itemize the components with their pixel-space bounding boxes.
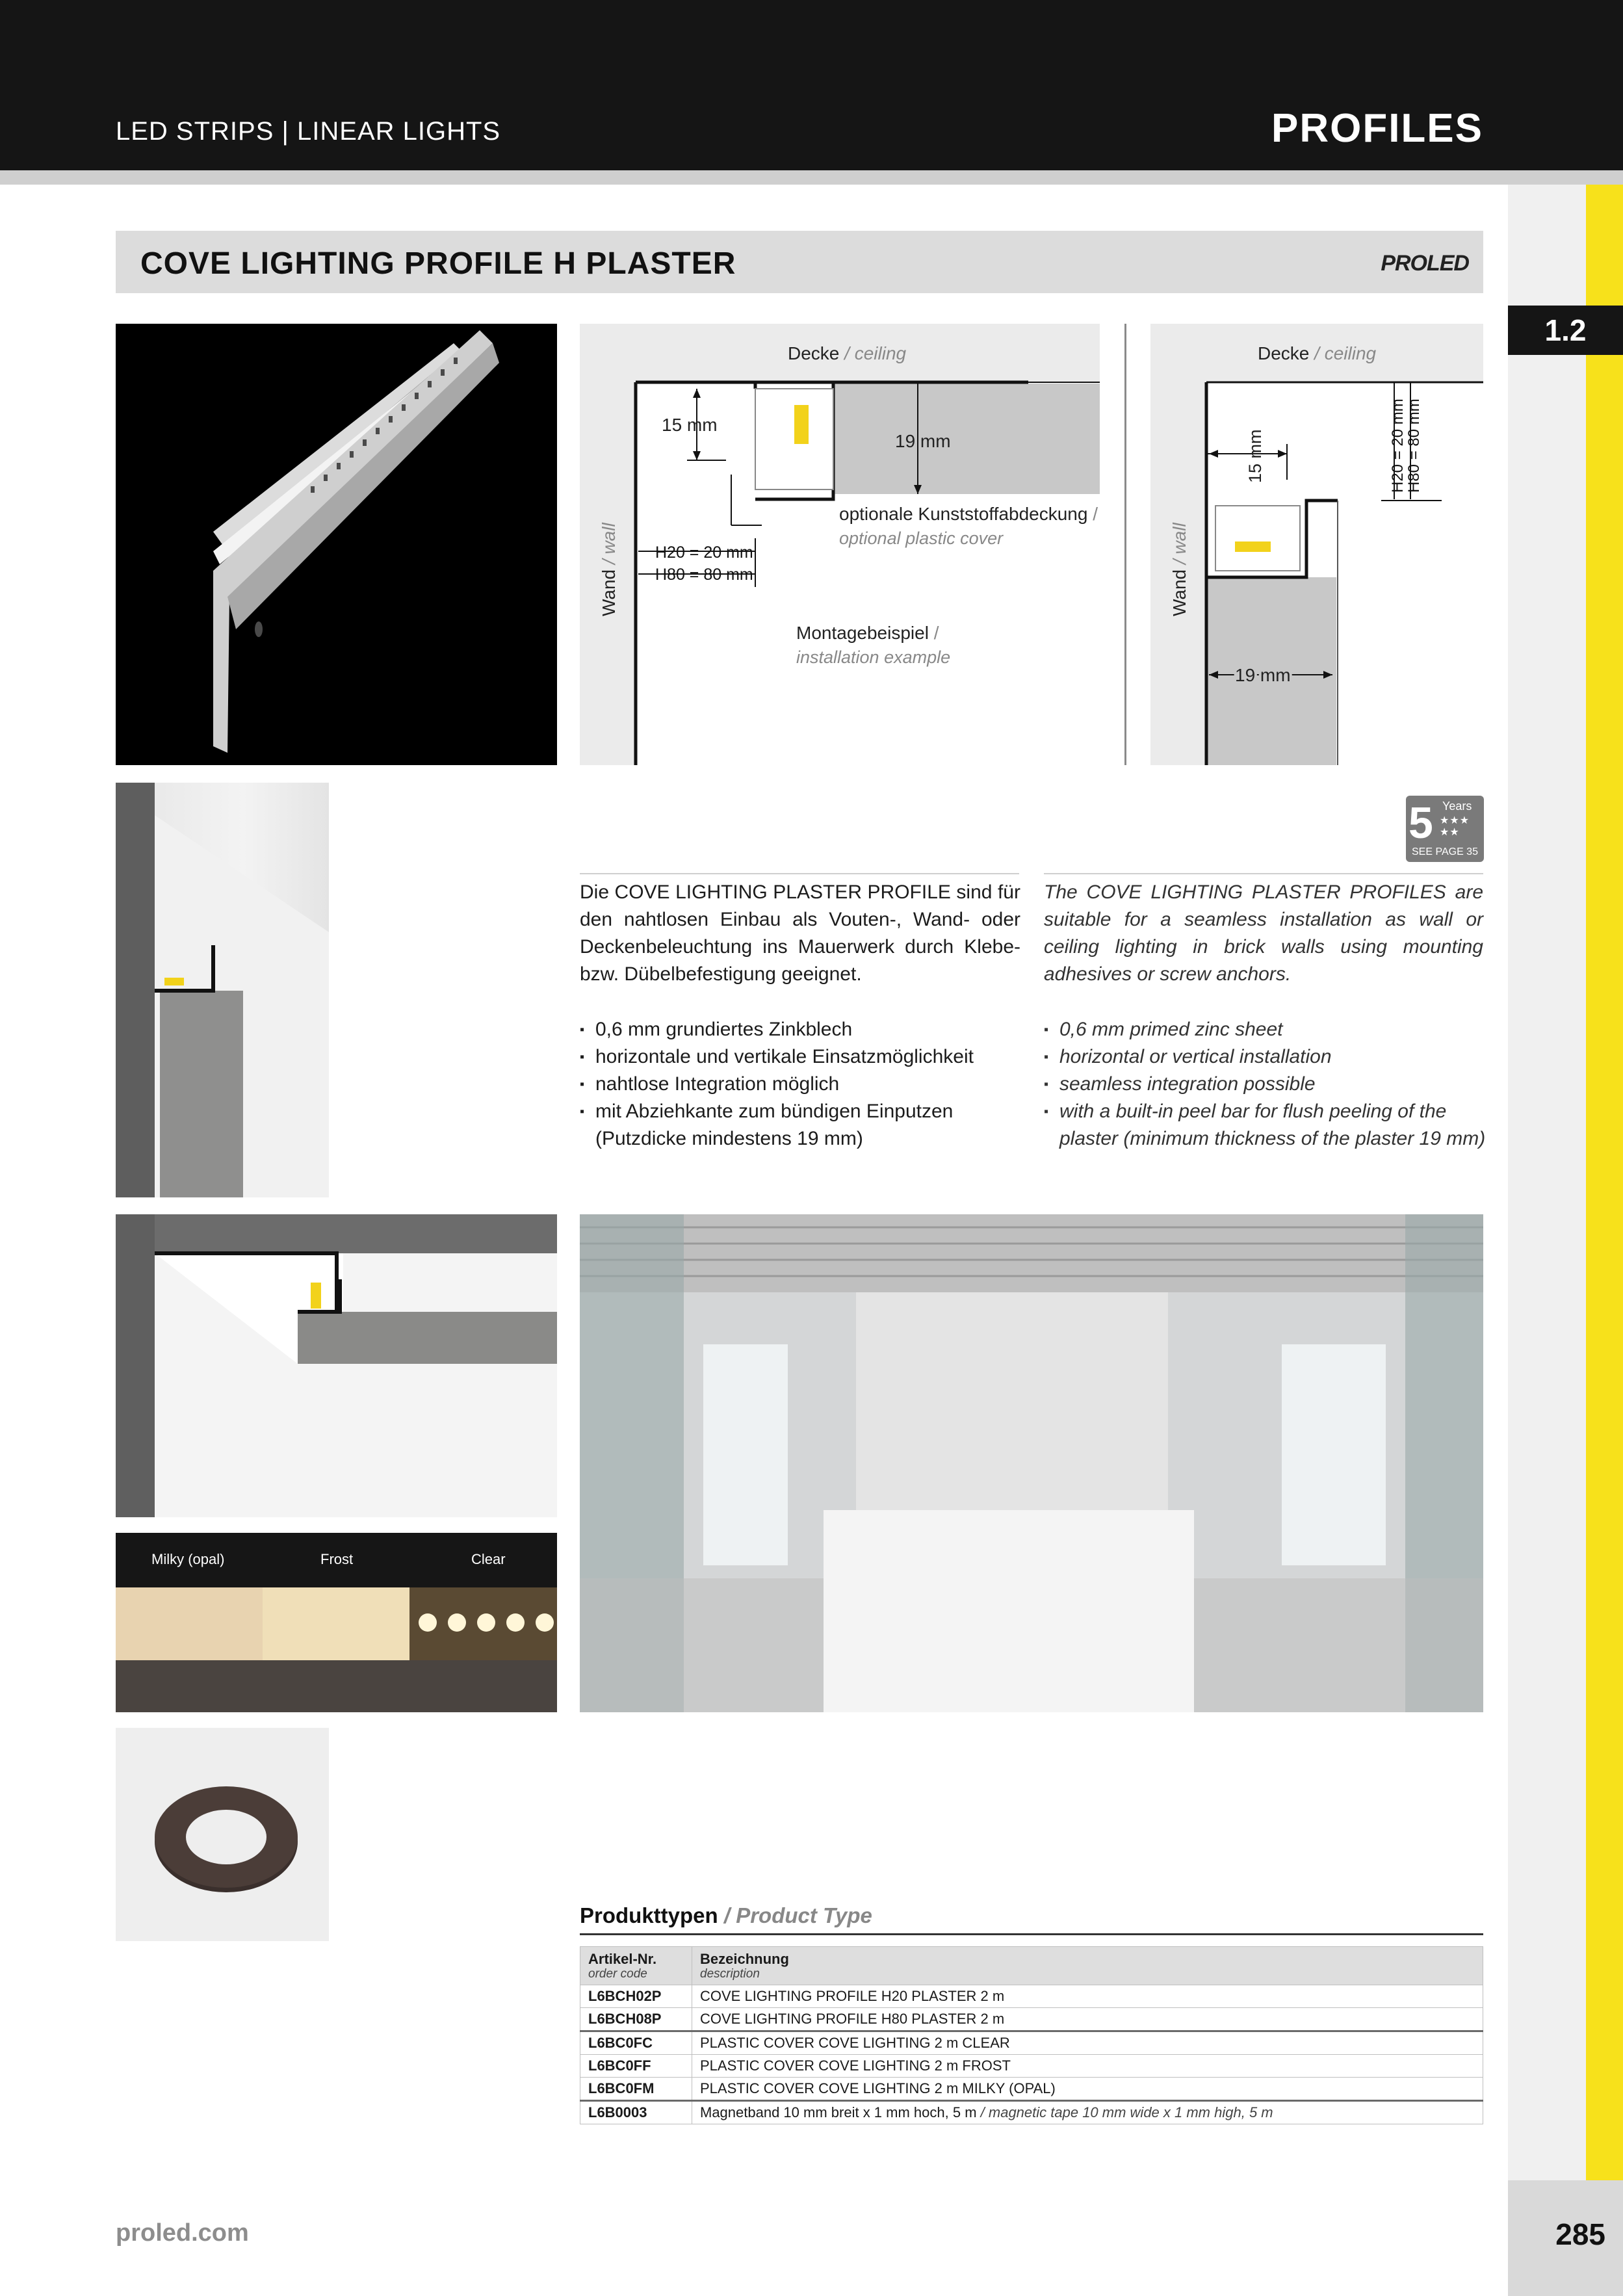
col-order-code-sublabel: order code — [588, 1967, 647, 1981]
product-types-table — [580, 1946, 1483, 2124]
feature-de: ▪ 0,6 mm grundiertes Zinkblech — [580, 1016, 1022, 1043]
diag1-cover-de: optionale Kunststoffabdeckung — [839, 504, 1088, 524]
brand-logo: PROLED — [1381, 251, 1469, 276]
col-order-code — [580, 1947, 692, 1985]
description-de: Die COVE LIGHTING PLASTER PROFILE sind für den nahtlosen Einbau als Vouten-, Wand- oder Deckenbeleuchtung ins Mauerwerk durch Klebe- bzw. Dübelbefestigung geeignet. — [580, 881, 1020, 985]
product-types-rule — [580, 1933, 1483, 1935]
col-description — [692, 1947, 1483, 1985]
diag2-ceiling-en: / ceiling — [1314, 343, 1377, 363]
order-code: L6BCH02P — [580, 1985, 692, 2008]
diag1-cover-en: optional plastic cover — [839, 528, 1004, 548]
product-title: COVE LIGHTING PROFILE H PLASTER — [140, 246, 736, 281]
magnetic-tape-photo — [116, 1728, 329, 1941]
diag1-ceiling-en: / ceiling — [844, 343, 907, 363]
diag2-dim-19: 19 mm — [1235, 665, 1291, 685]
table-row — [580, 2078, 1483, 2101]
cover-frost-label: Frost — [320, 1551, 354, 1567]
header-category: LED STRIPS | LINEAR LIGHTS — [116, 117, 501, 146]
table-row — [580, 2101, 1483, 2124]
order-code: L6BCH08P — [580, 2008, 692, 2031]
col-order-code-label: Artikel-Nr. — [588, 1951, 657, 1967]
diag1-example-de: Montagebeispiel — [796, 623, 929, 643]
desc-de: PLASTIC COVER COVE LIGHTING 2 m MILKY (OPAL) — [700, 2080, 1056, 2096]
desc-de: COVE LIGHTING PROFILE H80 PLASTER 2 m — [700, 2011, 1005, 2027]
features-en — [1044, 1016, 1486, 1153]
feature-de: ▪ horizontale und vertikale Einsatzmöglichkeit — [580, 1043, 1022, 1071]
svg-text:optionale Kunststoffabdeckung — [839, 504, 1098, 524]
page-number: 285 — [1555, 2217, 1605, 2251]
product-description — [692, 2008, 1483, 2031]
desc-en: / magnetic tape 10 mm wide x 1 mm high, 5 m — [980, 2104, 1273, 2120]
diag1-wall-de: Wand — [599, 569, 619, 616]
svg-text:Decke / ceiling — [1258, 343, 1377, 363]
product-description — [692, 2031, 1483, 2055]
cover-types-photo — [116, 1533, 557, 1712]
profile-product-photo — [116, 324, 557, 765]
order-code: L6BC0FC — [580, 2031, 692, 2055]
table-row — [580, 2008, 1483, 2031]
diag1-dim-h80: H80 = 80 mm — [655, 566, 753, 584]
product-description — [692, 2078, 1483, 2101]
sidebar-gray — [1508, 185, 1586, 2296]
table-header-row — [580, 1947, 1483, 1985]
header-strip — [0, 170, 1623, 185]
feature-en: ▪ seamless integration possible — [1044, 1071, 1486, 1098]
warranty-badge — [1406, 796, 1484, 862]
diag1-wall-en: / wall — [599, 523, 619, 565]
product-description — [692, 2055, 1483, 2078]
product-description — [692, 1985, 1483, 2008]
diag1-ceiling-de: Decke — [788, 343, 840, 363]
desc-rule-en — [1044, 873, 1483, 874]
svg-text:Decke / ceiling — [788, 343, 907, 363]
col-description-label: Bezeichnung — [700, 1951, 789, 1967]
table-row — [580, 1985, 1483, 2008]
svg-text:Montagebeispiel / — [796, 623, 939, 643]
product-types-heading-de: Produkttypen — [580, 1903, 718, 1927]
sidebar-accent — [1586, 185, 1623, 2180]
warranty-number: 5 — [1409, 798, 1433, 848]
desc-de: PLASTIC COVER COVE LIGHTING 2 m FROST — [700, 2057, 1011, 2074]
desc-de: PLASTIC COVER COVE LIGHTING 2 m CLEAR — [700, 2035, 1010, 2051]
desc-rule-de — [580, 873, 1019, 874]
order-code: L6BC0FM — [580, 2078, 692, 2101]
diag2-wall-de: Wand — [1169, 569, 1189, 616]
warranty-years: Years — [1442, 800, 1472, 813]
header-section: PROFILES — [1271, 106, 1483, 151]
warranty-see-page: SEE PAGE 35 — [1412, 846, 1478, 857]
order-code: L6BC0FF — [580, 2055, 692, 2078]
feature-de: ▪ nahtlose Integration möglich — [580, 1071, 1022, 1098]
cove-ceiling-photo — [116, 1214, 557, 1517]
chapter-tab[interactable]: 1.2 — [1508, 306, 1623, 355]
warranty-stars: ★★★ ★★ — [1440, 815, 1470, 838]
product-types-heading-en: / Product Type — [723, 1903, 872, 1927]
installation-diagram-vertical — [1150, 324, 1483, 765]
col-description-sublabel: description — [700, 1967, 760, 1981]
feature-en: ▪ with a built-in peel bar for flush peeling of the plaster (minimum thickness of the plaster 19 mm) — [1044, 1098, 1486, 1153]
cover-milky-label: Milky (opal) — [151, 1551, 225, 1567]
footer-website-link[interactable]: proled.com — [116, 2219, 249, 2247]
diag2-dim-h80: H80 = 80 mm — [1405, 398, 1423, 493]
diag1-dim-19: 19 mm — [895, 431, 951, 451]
features-de — [580, 1016, 1022, 1153]
diag1-example-en: installation example — [796, 647, 951, 667]
diag2-wall-en: / wall — [1169, 523, 1189, 565]
svg-text:Wand / wall — [599, 523, 619, 616]
table-row — [580, 2031, 1483, 2055]
feature-en: ▪ 0,6 mm primed zinc sheet — [1044, 1016, 1486, 1043]
diag1-cover-sep: / — [1093, 504, 1098, 524]
diag2-dim-15: 15 mm — [1245, 429, 1265, 483]
order-code: L6B0003 — [580, 2101, 692, 2124]
diag2-dim-h20: H20 = 20 mm — [1389, 398, 1407, 493]
desc-de: Magnetband 10 mm breit x 1 mm hoch, 5 m — [700, 2104, 977, 2120]
product-description — [692, 2101, 1483, 2124]
description-en: The COVE LIGHTING PLASTER PROFILES are suitable for a seamless installation as wall or ceiling lighting in brick walls using mounting adhesives or screw anchors. — [1044, 881, 1483, 985]
diag2-ceiling-de: Decke — [1258, 343, 1310, 363]
cove-section-photo — [116, 783, 329, 1197]
diag1-example-sep: / — [933, 623, 939, 643]
table-row — [580, 2055, 1483, 2078]
diag1-dim-h20: H20 = 20 mm — [655, 543, 753, 562]
desc-de: COVE LIGHTING PROFILE H20 PLASTER 2 m — [700, 1988, 1005, 2004]
diagram-divider — [1124, 324, 1126, 765]
feature-en: ▪ horizontal or vertical installation — [1044, 1043, 1486, 1071]
cover-clear-label: Clear — [471, 1551, 506, 1567]
product-types-heading — [580, 1903, 872, 1928]
feature-de: ▪ mit Abziehkante zum bündigen Einputzen (Putzdicke mindestens 19 mm) — [580, 1098, 1022, 1153]
office-reception-photo — [580, 1214, 1483, 1712]
installation-diagram-horizontal — [580, 324, 1100, 765]
diag1-dim-15: 15 mm — [662, 415, 718, 435]
svg-text:Wand / wall — [1169, 523, 1189, 616]
profile-illustration — [116, 324, 557, 765]
